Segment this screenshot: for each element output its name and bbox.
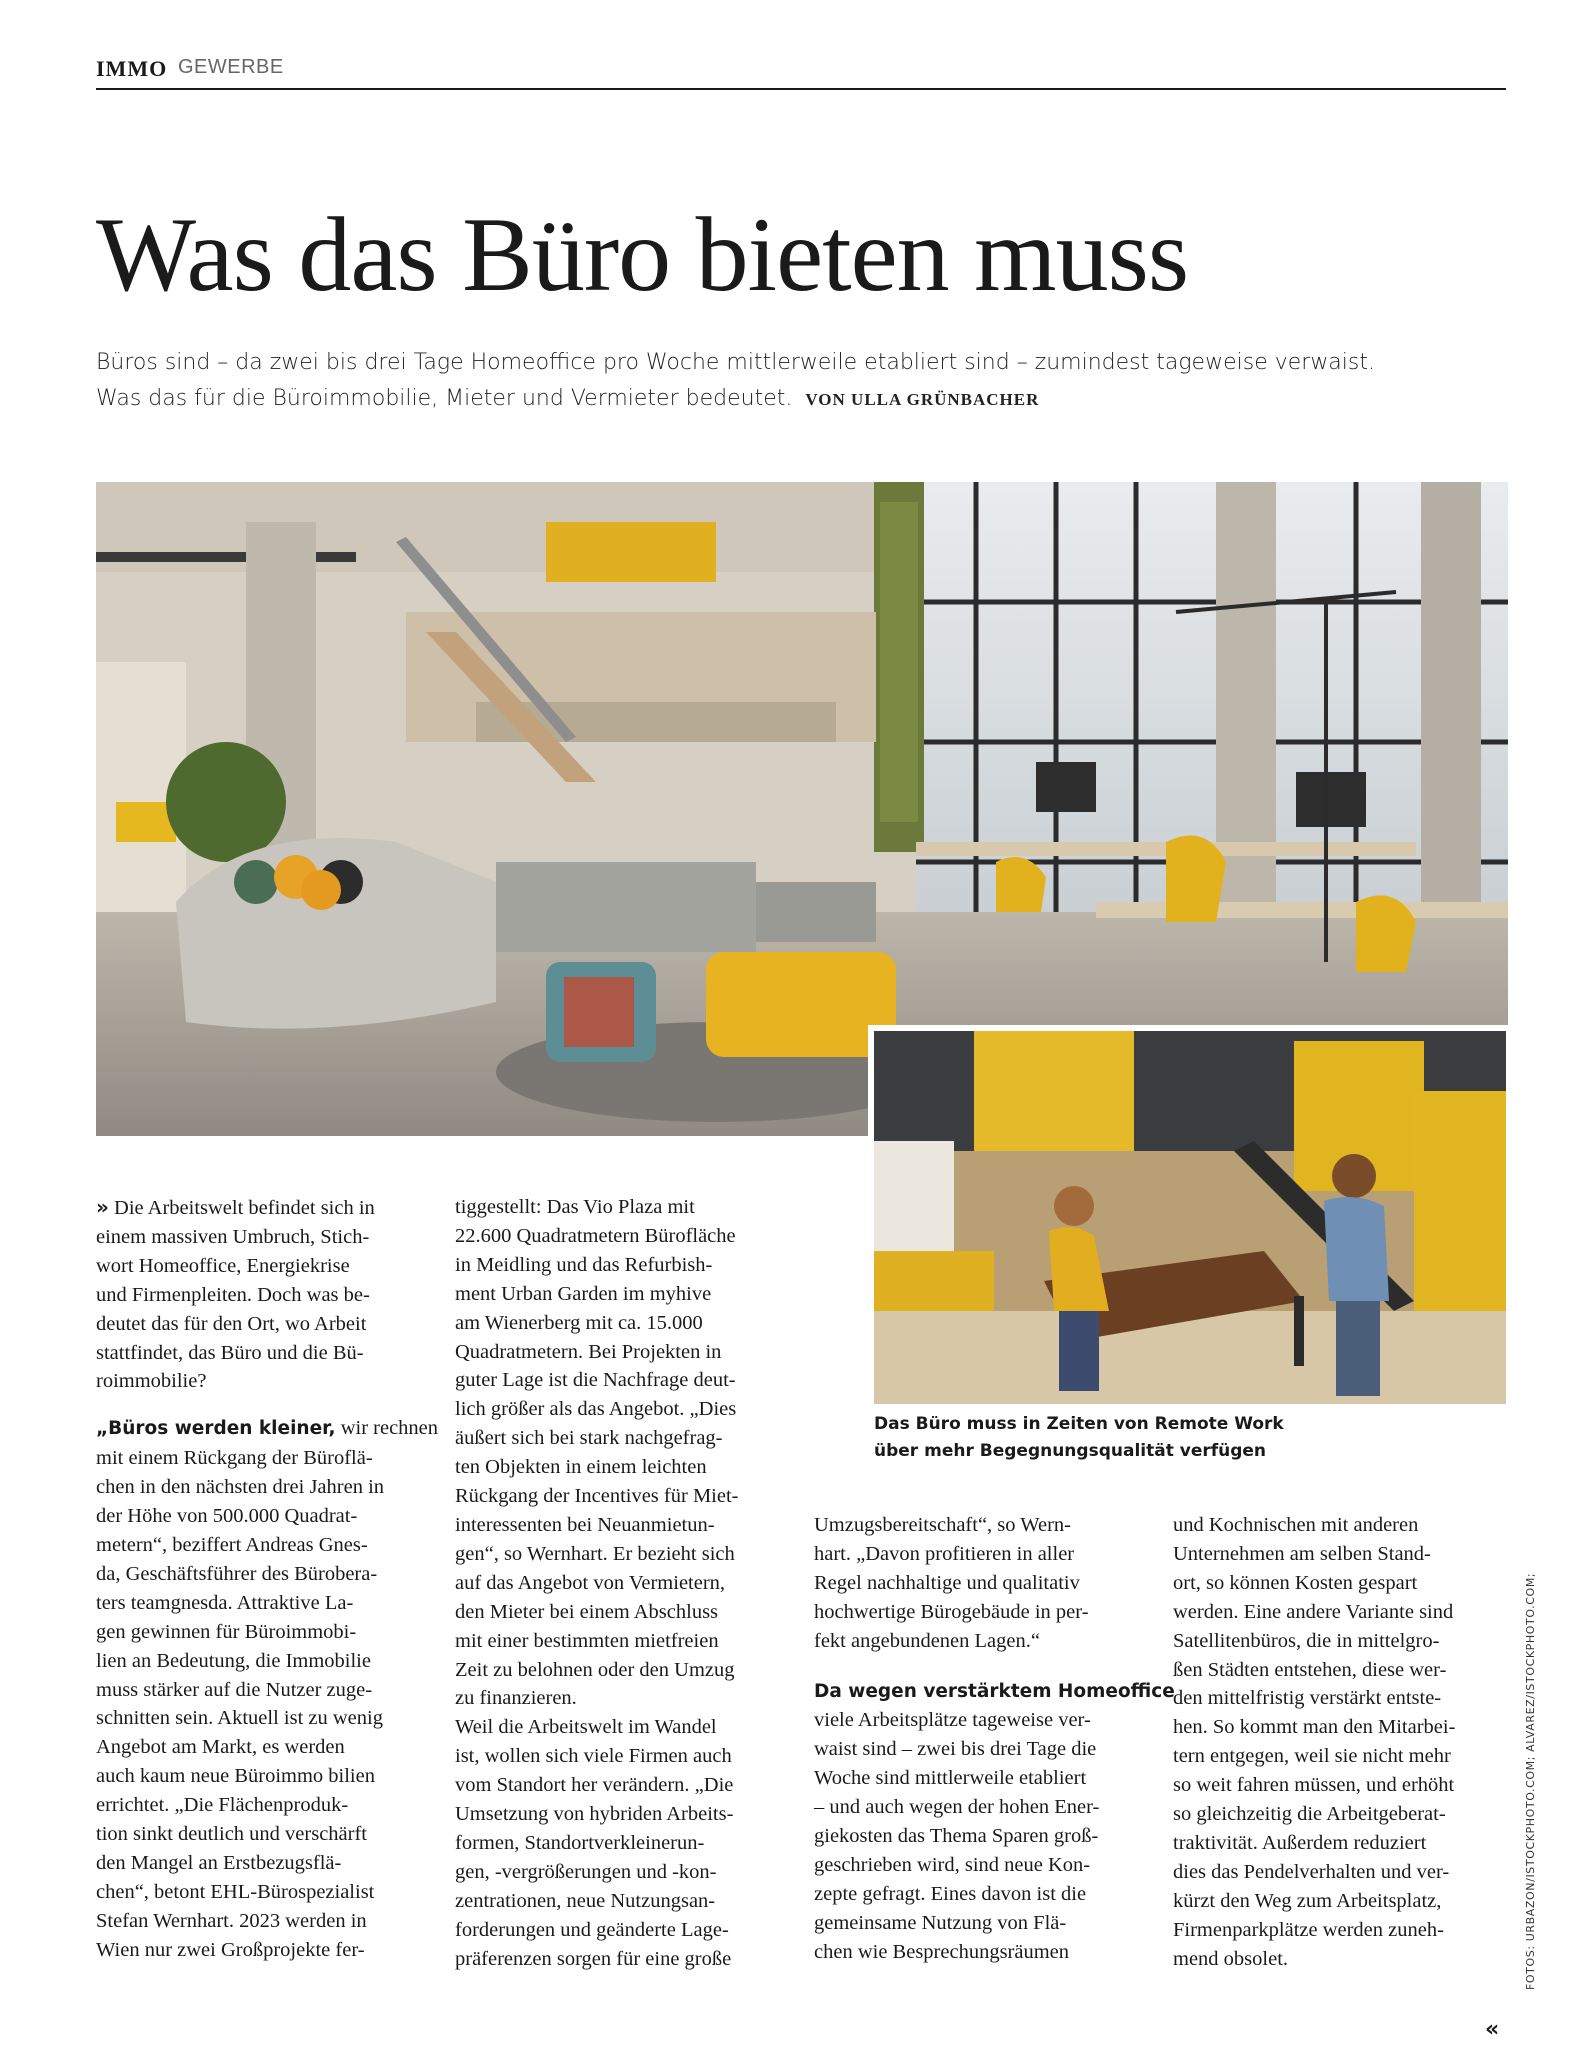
text-line: wir rechnen [340, 1417, 439, 1440]
text-line: auch kaum neue Büroimmo bilien [96, 1765, 375, 1788]
text-line: kürzt den Weg zum Arbeitsplatz, [1173, 1889, 1442, 1912]
text-line: formen, Standortverkleinerun- [455, 1831, 705, 1854]
photo-caption [874, 1411, 1494, 1465]
text-line: am Wienerberg mit ca. 15.000 [455, 1311, 703, 1334]
text-line: einem massiven Umbruch, Stich- [96, 1225, 370, 1248]
teaser-line-2 [96, 381, 1516, 418]
text-line: ters teamgnesda. Attraktive La- [96, 1591, 354, 1614]
text-line: chen in den nächsten drei Jahren in [96, 1476, 385, 1499]
text-line: traktivität. Außerdem reduziert [1173, 1831, 1427, 1854]
text-line: hochwertige Bürogebäude in per- [814, 1600, 1089, 1623]
text-line [96, 1193, 432, 1223]
paragraph-6 [814, 1678, 1175, 1967]
text-line: schnitten sein. Aktuell ist zu wenig [96, 1707, 383, 1730]
text-line: Rückgang der Incentives für Miet- [455, 1485, 739, 1508]
text-line: mit einem Rückgang der Büroflä- [96, 1447, 373, 1470]
subsection-label: GEWERBE [178, 56, 284, 78]
column-3 [814, 1511, 1175, 1967]
text-line: zepte gefragt. Eines davon ist die [814, 1882, 1087, 1905]
text-line: mit einer bestimmten mietfreien [455, 1629, 719, 1652]
caption-line-1: Das Büro muss in Zeiten von Remote Work [874, 1414, 1284, 1434]
paragraph-4 [455, 1713, 791, 1973]
text-line: zentrationen, neue Nutzungsan- [455, 1889, 716, 1912]
teaser [96, 345, 1516, 418]
text-line: muss stärker auf die Nutzer zuge- [96, 1678, 373, 1701]
caption-line-2: über mehr Begegnungsqualität verfügen [874, 1441, 1267, 1461]
column-1 [96, 1193, 439, 1965]
headline: Was das Büro bieten muss [96, 196, 1189, 313]
text-line: äußert sich bei stark nachgefrag- [455, 1427, 723, 1450]
text-line: ort, so können Kosten gespart [1173, 1571, 1418, 1594]
column-2 [455, 1193, 791, 1973]
text-line: vom Standort her verändern. „Die [455, 1774, 734, 1797]
text-line: Woche sind mittlerweile etabliert [814, 1767, 1087, 1790]
text-line: da, Geschäftsführer des Bürobera- [96, 1562, 378, 1585]
paragraph-7 [1173, 1511, 1509, 1974]
text-line: tiggestellt: Das Vio Plaza mit [455, 1196, 695, 1218]
text-line: präferenzen sorgen für eine große [455, 1947, 732, 1970]
text-line: Firmenparkplätze werden zuneh- [1173, 1918, 1444, 1941]
text-line: Angebot am Markt, es werden [96, 1736, 345, 1759]
text-line: und Kochnischen mit anderen [1173, 1514, 1419, 1536]
text-line: hen. So kommt man den Mitarbei- [1173, 1716, 1456, 1739]
text-line: und Firmenpleiten. Doch was be- [96, 1283, 370, 1306]
text-line: lien an Bedeutung, die Immobilie [96, 1649, 371, 1672]
text-line: gen“, so Wernhart. Er bezieht sich [455, 1542, 735, 1565]
text-line: chen wie Besprechungsräumen [814, 1940, 1070, 1963]
text-line: lich größer als das Angebot. „Dies [455, 1398, 737, 1421]
text-line: den mittelfristig verstärkt entste- [1173, 1687, 1442, 1710]
text-line: werden. Eine andere Variante sind [1173, 1600, 1454, 1623]
text-line: ten Objekten in einem leichten [455, 1456, 707, 1479]
text-line: – und auch wegen der hohen Ener- [814, 1796, 1100, 1819]
text-line: ßen Städten entstehen, diese wer- [1173, 1658, 1447, 1681]
text-line: waist sind – zwei bis drei Tage die [814, 1738, 1097, 1761]
text-line: den Mieter bei einem Abschluss [455, 1600, 719, 1623]
subheading: Da wegen verstärktem Homeoffice [814, 1680, 1175, 1702]
text-line: in Meidling und das Refurbish- [455, 1253, 713, 1276]
text-line: zu finanzieren. [455, 1687, 577, 1710]
byline: VON ULLA GRÜNBACHER [805, 390, 1040, 409]
photo-credit: FOTOS: URBAZON/ISTOCKPHOTO.COM; ALVAREZ/ISTOCKPHOTO.COM; [1524, 1572, 1537, 1990]
text-line: den Mangel an Erstbezugsflä- [96, 1851, 342, 1874]
text-line: 22.600 Quadratmetern Bürofläche [455, 1224, 736, 1247]
text-line: deutet das für den Ort, wo Arbeit [96, 1312, 367, 1335]
text-line [96, 1414, 439, 1444]
foosball-photo [868, 1025, 1512, 1410]
text-line: giekosten das Thema Sparen groß- [814, 1825, 1099, 1848]
section-label: IMMO [96, 56, 168, 81]
text-line: roimmobilie? [96, 1370, 207, 1393]
text-line: viele Arbeitsplätze tageweise ver- [814, 1709, 1091, 1732]
text-line: so weit fahren müssen, und erhöht [1173, 1774, 1455, 1797]
paragraph-5 [814, 1511, 1150, 1656]
lead-marker: » [96, 1195, 109, 1219]
text-line: Die Arbeitswelt befindet sich in [114, 1197, 375, 1219]
paragraph-2 [96, 1414, 439, 1964]
text-line: fekt angebundenen Lagen.“ [814, 1629, 1040, 1652]
text-line: gen, -vergrößerungen und -kon- [455, 1860, 717, 1883]
text-line: der Höhe von 500.000 Quadrat- [96, 1505, 358, 1528]
text-line: Quadratmetern. Bei Projekten in [455, 1340, 722, 1363]
text-line: stattfindet, das Büro und die Bü- [96, 1341, 364, 1364]
text-line: chen“, betont EHL-Bürospezialist [96, 1880, 375, 1903]
text-line: so gleichzeitig die Arbeitgeberat- [1173, 1803, 1446, 1826]
text-line: forderungen und geänderte Lage- [455, 1918, 729, 1941]
lead-paragraph [96, 1193, 432, 1396]
text-line: gen gewinnen für Büroimmobi- [96, 1620, 357, 1643]
text-line: gemeinsame Nutzung von Flä- [814, 1911, 1067, 1934]
text-line: Zeit zu belohnen oder den Umzug [455, 1658, 735, 1681]
text-line: Weil die Arbeitswelt im Wandel [455, 1716, 717, 1739]
text-line: Satellitenbüros, die in mittelgro- [1173, 1629, 1440, 1652]
text-line: dies das Pendelverhalten und ver- [1173, 1860, 1450, 1883]
text-line: guter Lage ist die Nachfrage deut- [455, 1369, 736, 1392]
teaser-line-2-text: Was das für die Büroimmobilie, Mieter und Vermieter bedeutet. [96, 386, 793, 411]
text-line: interessenten bei Neuanmietun- [455, 1513, 715, 1536]
teaser-line-1: Büros sind – da zwei bis drei Tage Homeoffice pro Woche mittlerweile etabliert sind – zumindest tageweise verwaist. [96, 350, 1375, 375]
text-line: Wien nur zwei Großprojekte fer- [96, 1938, 365, 1961]
text-line: ment Urban Garden im myhive [455, 1282, 712, 1305]
text-line: hart. „Davon profitieren in aller [814, 1542, 1075, 1565]
text-line: mend obsolet. [1173, 1947, 1289, 1970]
text-line: auf das Angebot von Vermietern, [455, 1571, 726, 1594]
paragraph-3 [455, 1193, 791, 1713]
end-marker: « [1485, 2017, 1500, 2042]
text-line: geschrieben wird, sind neue Kon- [814, 1853, 1091, 1876]
run-in-heading: „Büros werden kleiner, [96, 1418, 336, 1440]
section-header [96, 54, 1506, 90]
text-line: Regel nachhaltige und qualitativ [814, 1571, 1080, 1594]
text-line: wort Homeoffice, Energiekrise [96, 1254, 350, 1277]
text-line: errichtet. „Die Flächenproduk- [96, 1794, 349, 1817]
text-line: tern entgegen, weil sie nicht mehr [1173, 1745, 1451, 1768]
text-line: Umzugsbereitschaft“, so Wern- [814, 1514, 1071, 1536]
text-line: Umsetzung von hybriden Arbeits- [455, 1803, 734, 1826]
column-4 [1173, 1511, 1509, 1974]
text-line: metern“, beziffert Andreas Gnes- [96, 1533, 368, 1556]
text-line: tion sinkt deutlich und verschärft [96, 1823, 367, 1846]
text-line: Unternehmen am selben Stand- [1173, 1542, 1431, 1565]
text-line: ist, wollen sich viele Firmen auch [455, 1745, 732, 1768]
text-line: Stefan Wernhart. 2023 werden in [96, 1909, 367, 1932]
